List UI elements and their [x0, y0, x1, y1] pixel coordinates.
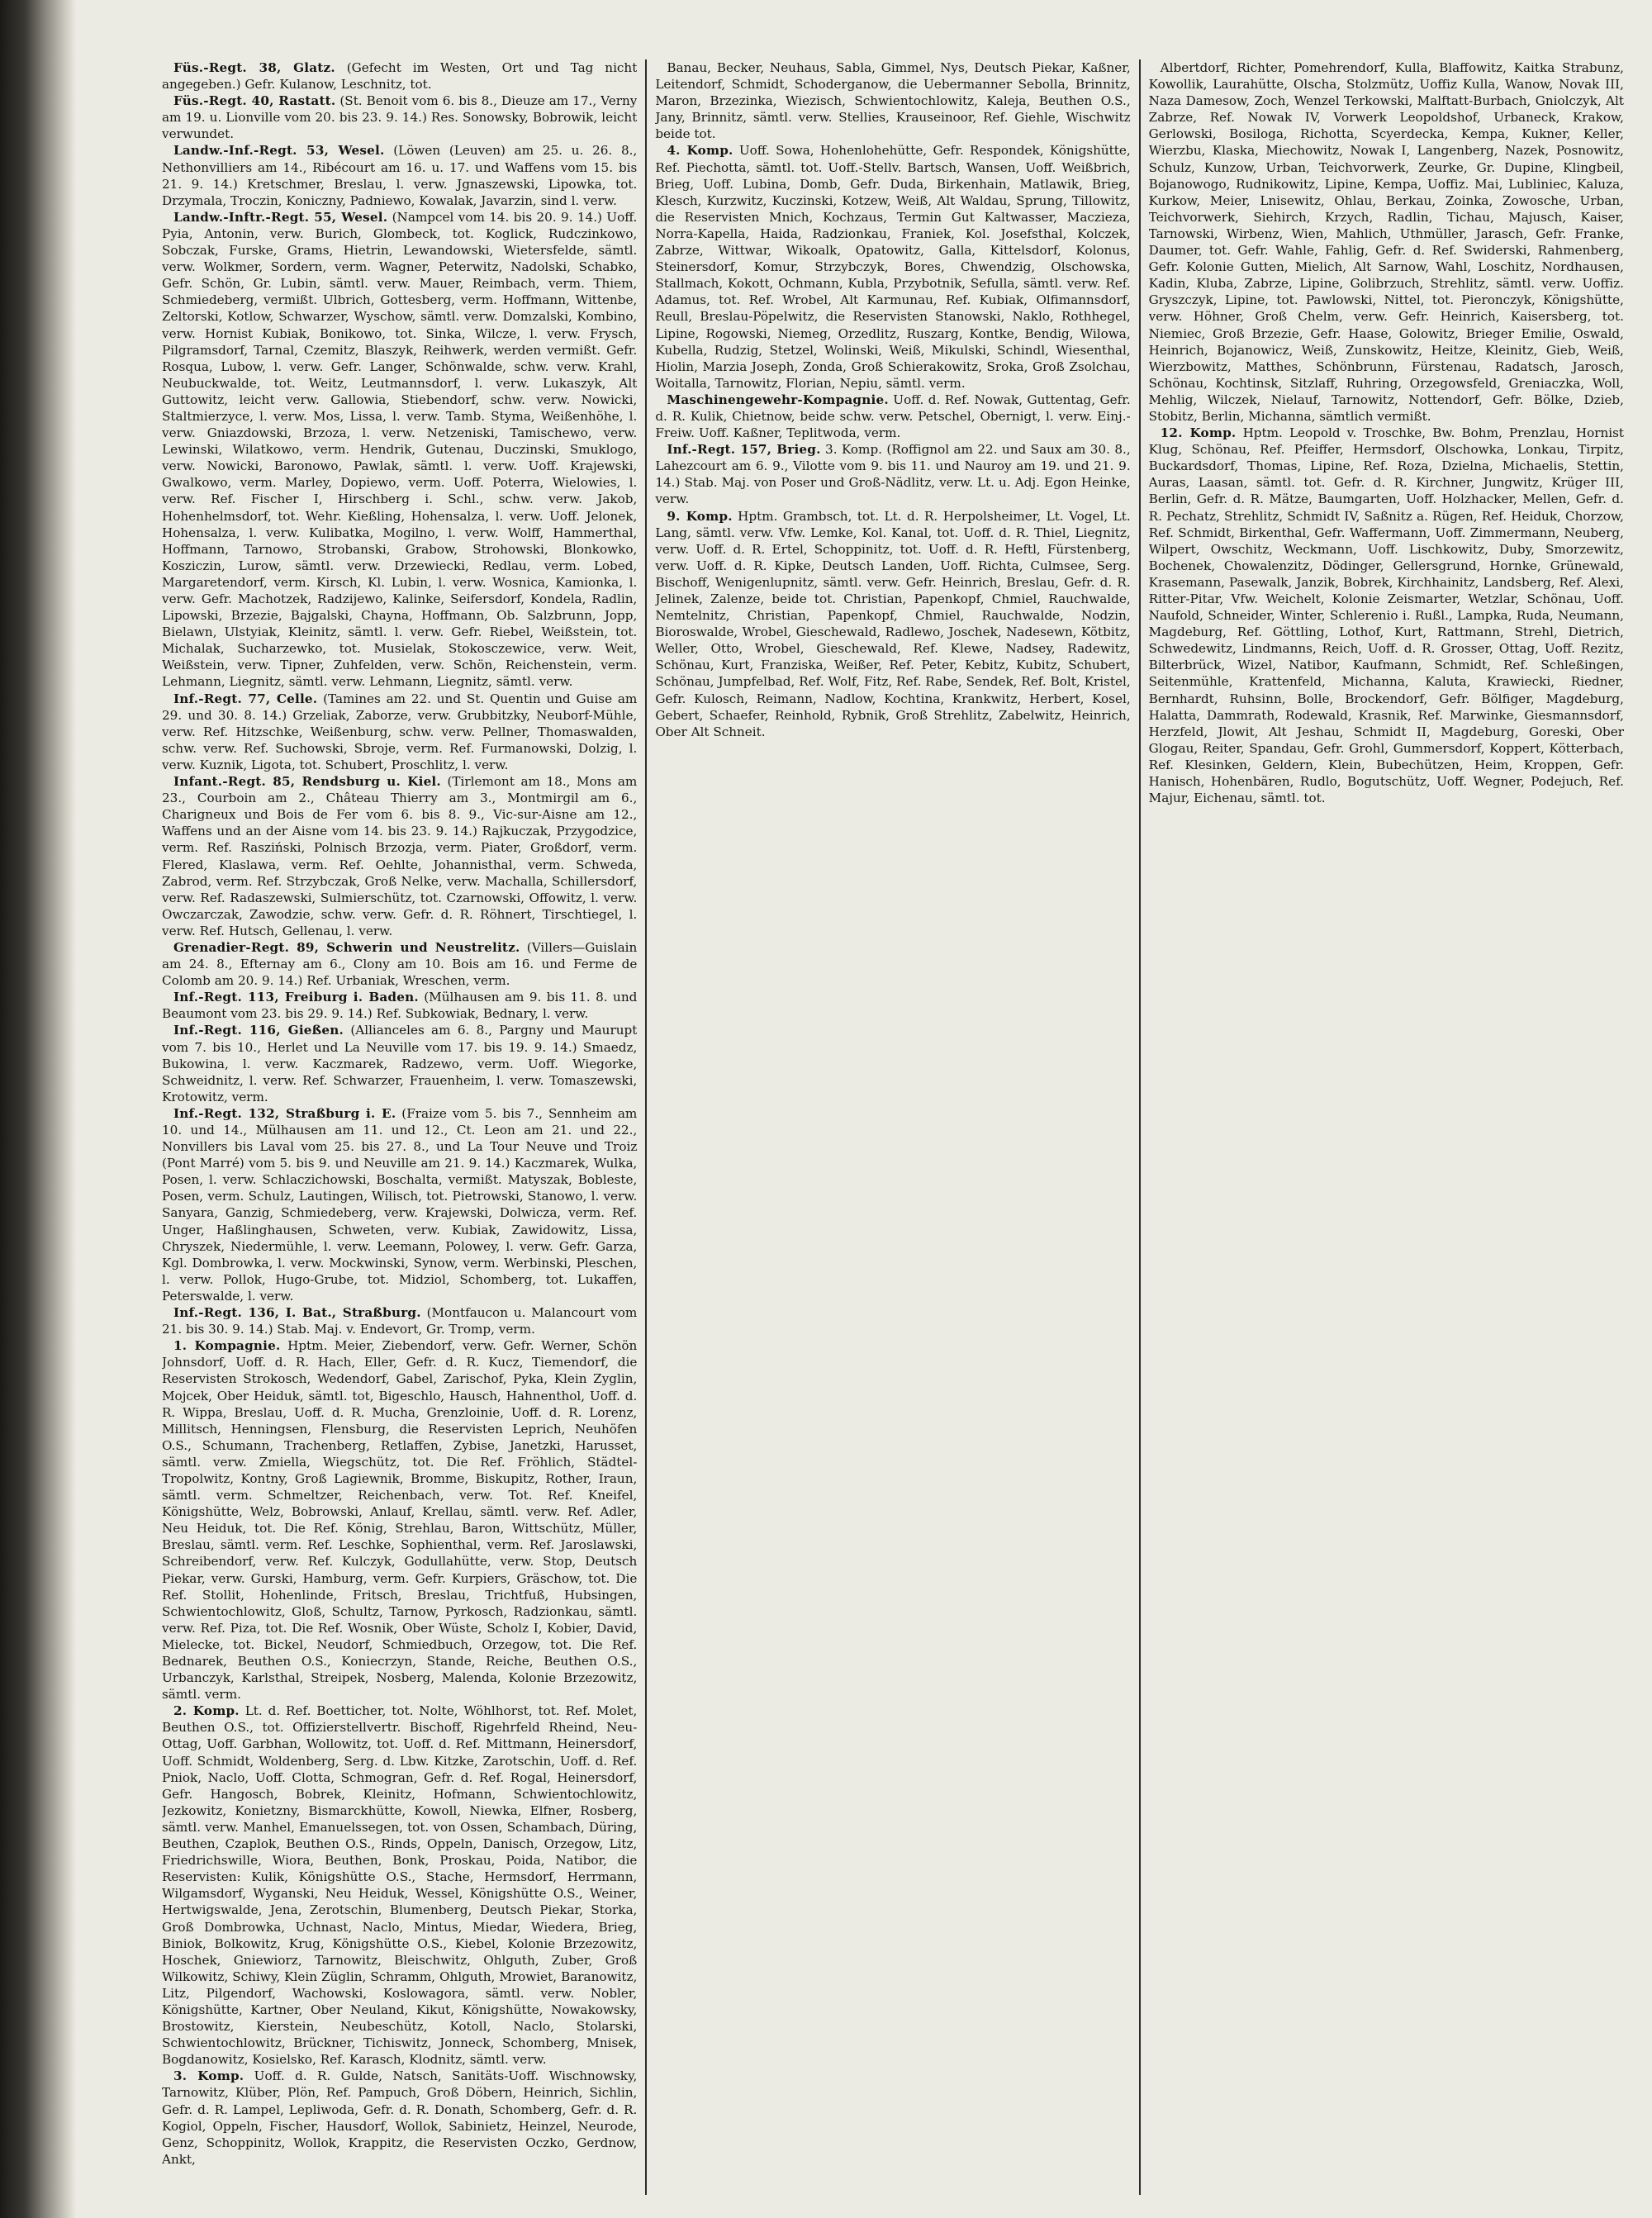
casualty-names-text: (Allianceles am 6. 8., Pargny und Maurupt vom 7. bis 10., Herlet und La Neuville vom 17. bis 19. 9. 14.) Smaedz, Bukowina, l. verw. Kaczmarek, Radzewo, verm. Uoff. Wiegorke, Schweidnitz, l. verw. Ref. Schwarzer, Frauenheim, l. verw. Tomaszewski, Krotowitz, verm. — [162, 1023, 638, 1104]
casualty-names-text: Albertdorf, Richter, Pomehrendorf, Kulla, Blaffowitz, Kaitka Strabunz, Kowollik, Laurahütte, Olscha, Stolzmütz, Uoffiz Kulla, Wanow, Novak III, Naza Damesow, Zoch, Wenzel Terkowski, Malftatt-Burbach, Gniolczyk, Alt Zabrze, Ref. Nowak IV, Vorwerk Leopoldshof, Urbaneck, Krakow, Gerlowski, Bosiloga, Richotta, Scyerdecka, Kempa, Kukner, Keller, Wierzbu, Klaska, Miechowitz, Nowak I, Langenberg, Nazek, Posnowitz, Schulz, Kunzow, Urban, Teichvorwerk, Zeurke, Gr. Dupine, Klingbeil, Bojanowogo, Rudnikowitz, Lipine, Kempa, Uoffiz. Mai, Lubliniec, Kaluza, Kurkow, Meier, Lnisewitz, Ohlau, Berkau, Zoinka, Zowosche, Urban, Teichvorwerk, Siehirch, Krzych, Radlin, Tichau, Majusch, Kaiser, Tarnowski, Wirbenz, Wien, Mahlich, Uthmüller, Jarasch, Gefr. Franke, Daumer, tot. Gefr. Wahle, Fahlig, Gefr. d. Ref. Swiderski, Rahmenberg, Gefr. Kolonie Gutten, Mielich, Alt Sarnow, Wahl, Loschitz, Nordhausen, Kadin, Kluba, Zabrze, Lipine, Golibrzuch, Strehlitz, sämtl. verw. Uoffiz. Gryszczyk, Lipine, tot. Pawlowski, Nittel, tot. Pieronczyk, Königshütte, verw. Höhner, Groß Chelm, verw. Gefr. Heinrich, Kaisersberg, tot. Niemiec, Groß Brzezie, Gefr. Haase, Golowitz, Brieger Emilie, Oswald, Heinrich, Bojanowicz, Weiß, Zunskowitz, Heitze, Kleinitz, Gieb, Weiß, Wierzbowitz, Matthes, Schönbrunn, Fürstenau, Radatsch, Jarosch, Schönau, Kochtinsk, Sitzlaff, Ruhring, Orzegowsfeld, Greniaczka, Woll, Mehlig, Wilczek, Nielauf, Tarnowitz, Nottendorf, Gefr. Bölke, Dzieb, Stobitz, Berlin, Michanna, sämtlich vermißt. — [1148, 60, 1624, 424]
casualty-list-entry — [162, 1337, 637, 1703]
casualty-names-text: (Mülhausen am 9. bis 11. 8. und Beaumont vom 23. bis 29. 9. 14.) Ref. Subkowiak, Bednary, l. verw. — [162, 990, 638, 1022]
casualty-list-entry — [162, 1703, 637, 2068]
regiment-heading: Grenadier-Regt. 89, Schwerin und Neustrelitz. — [173, 939, 520, 955]
regiment-heading: Inf.-Regt. 157, Brieg. — [667, 442, 821, 458]
casualty-names-text: 3. Komp. (Roffignol am 22. und Saux am 30. 8., Lahezcourt am 6. 9., Vilotte vom 9. bis 11. und Nauroy am 19. und 21. 9. 14.) Stab. Maj. von Poser und Groß-Nädlitz, verw. Lt. u. Adj. Egon Heinke, verw. — [655, 442, 1131, 507]
casualty-names-text: Lt. d. Ref. Boetticher, tot. Nolte, Wöhlhorst, tot. Ref. Molet, Beuthen O.S., tot. Offizierstellvertr. Bischoff, Rigehrfeld Rheind, Neu-Ottag, Uoff. Garbhan, Wollowitz, tot. Uoff. d. Ref. Mittmann, Heinersdorf, Uoff. Schmidt, Woldenberg, Serg. d. Lbw. Kitzke, Zarotschin, Uoff. d. Ref. Pniok, Naclo, Uoff. Clotta, Schmogran, Gefr. d. Ref. Rogal, Heinersdorf, Gefr. Hangosch, Bobrek, Kleinitz, Hofmann, Schwientochlowitz, Jezkowitz, Konietzny, Bismarckhütte, Kowoll, Niewka, Elfner, Rosberg, sämtl. verw. Manhel, Emanuelssegen, tot. von Ossen, Schambach, Düring, Beuthen, Czaplok, Beuthen O.S., Rinds, Oppeln, Danisch, Orzegow, Litz, Friedrichswille, Wiora, Beuthen, Bonk, Proskau, Poida, Natibor, die Reservisten: Kulik, Königshütte O.S., Stache, Hermsdorf, Herrmann, Wilgamsdorf, Wyganski, Neu Heiduk, Wessel, Königshütte O.S., Weiner, Hertwigswalde, Jena, Zerotschin, Blumenberg, Deutsch Piekar, Storka, Groß Dombrowka, Uchnast, Naclo, Mintus, Miedar, Wiedera, Brieg, Biniok, Bolkowitz, Krug, Königshütte O.S., Kiebel, Kolonie Brzezowitz, Hoschek, Gniewiorz, Tarnowitz, Bleischwitz, Ohlguth, Zuber, Groß Wilkowitz, Schiwy, Klein Züglin, Schramm, Ohlguth, Mrowiet, Baranowitz, Litz, Pilgendorf, Wachowski, Koslowagora, sämtl. verw. Nobler, Königshütte, Kartner, Ober Neuland, Kikut, Königshütte, Nowakowsky, Brostowitz, Kierstein, Neubeschütz, Kotoll, Naclo, Stolarski, Schwientochlowitz, Brückner, Tichiswitz, Jonneck, Schomberg, Mnisek, Bogdanowitz, Kosielsko, Ref. Karasch, Klodnitz, sämtl. verw. — [162, 1703, 638, 2068]
casualty-list-entry — [162, 1105, 637, 1304]
casualty-list-entry — [655, 142, 1130, 391]
regiment-heading: 1. Kompagnie. — [173, 1338, 281, 1354]
scan-binding-edge — [0, 0, 76, 2218]
casualty-names-text: Hptm. Meier, Ziebendorf, verw. Gefr. Werner, Schön Johnsdorf, Uoff. d. R. Hach, Eller, Gefr. d. R. Kucz, Tiemendorf, die Reservisten Strokosch, Wedendorf, Gabel, Zarischof, Pyka, Klein Zyglin, Mojcek, Ober Heiduk, sämtl. tot, Bigeschlo, Hausch, Hahnenthol, Uoff. d. R. Wippa, Breslau, Uoff. d. R. Mucha, Grenzloinie, Uoff. d. R. Lorenz, Millitsch, Henningsen, Flensburg, die Reservisten Leprich, Neuhöfen O.S., Schumann, Trachenberg, Retlaffen, Zybise, Janetzki, Harusset, sämtl. verw. Zmiella, Wiegschütz, tot. Die Ref. Fröhlich, Städtel-Tropolwitz, Kontny, Groß Lagiewnik, Bromme, Biskupitz, Rother, Iraun, sämtl. verm. Schmeltzer, Reichenbach, verw. Tot. Ref. Kneifel, Königshütte, Welz, Bobrowski, Anlauf, Krellau, sämtl. verw. Ref. Adler, Neu Heiduk, tot. Die Ref. König, Strehlau, Baron, Wittschütz, Müller, Breslau, sämtl. verm. Ref. Leschke, Sophienthal, verm. Ref. Jaroslawski, Schreibendorf, verw. Ref. Kulczyk, Godullahütte, verw. Stop, Deutsch Piekar, verw. Gurski, Hamburg, verm. Gefr. Kurpiers, Gräschow, tot. Die Ref. Stollit, Hohenlinde, Fritsch, Breslau, Trichtfuß, Hubsingen, Schwientochlowitz, Gloß, Schultz, Tarnow, Pyrkosch, Radzionkau, sämtl. verw. Ref. Piza, tot. Die Ref. Wosnik, Ober Wüste, Scholz I, Kobier, David, Mielecke, tot. Bickel, Neudorf, Schmiedbuch, Orzegow, tot. Die Ref. Bednarek, Beuthen O.S., Koniecrzyn, Stande, Reiche, Beuthen O.S., Urbanczyk, Karlsthal, Streipek, Nosberg, Malenda, Kolonie Brzezowitz, sämtl. verm. — [162, 1338, 638, 1703]
regiment-heading: 3. Komp. — [173, 2068, 244, 2084]
casualty-names-text: Uoff. Sowa, Hohenlohehütte, Gefr. Respondek, Königshütte, Ref. Piechotta, sämtl. tot. Uoff.-Stellv. Bartsch, Wansen, Uoff. Weißbrich, Brieg, Uoff. Lubina, Domb, Gefr. Duda, Birkenhain, Matlawik, Brieg, Klesch, Kurzwitz, Kuczinski, Kotzew, Weiß, Alt Waldau, Sprung, Tillowitz, die Reservisten Mnich, Kochzaus, Termin Gut Kaltwasser, Maczieza, Norra-Kapella, Haida, Radzionkau, Franiek, Kol. Josefsthal, Kolczek, Zabrze, Wittwar, Wikoalk, Opatowitz, Galla, Kittelsdorf, Kolonus, Steinersdorf, Komur, Strzybczyk, Bores, Chwendzig, Olschowska, Stallmach, Kokott, Ochmann, Kubla, Przybotnik, Sefulla, sämtl. verw. Ref. Adamus, tot. Ref. Wrobel, Alt Karmunau, Ref. Kubiak, Olfimannsdorf, Reull, Breslau-Pöpelwitz, die Reservisten Stanowski, Naklo, Rothhegel, Lipine, Rogowski, Niemeg, Orzedlitz, Ruszarg, Kontke, Bendig, Wilowa, Kubella, Rudzig, Stetzel, Wolinski, Weiß, Mikulski, Schindl, Wiesenthal, Hiolin, Marzia Joseph, Zonda, Groß Schierakowitz, Sroka, Groß Zsolchau, Woitalla, Tarnowitz, Florian, Nepiu, sämtl. verm. — [655, 143, 1131, 391]
casualty-names-text: (Fraize vom 5. bis 7., Sennheim am 10. und 14., Mülhausen am 11. und 12., Ct. Leon am 21. und 22., Nonvillers bis Laval vom 25. bis 27. 8., und La Tour Neuve und Troiz (Pont Marré) vom 5. bis 9. und Neuville am 21. 9. 14.) Kaczmarek, Wulka, Posen, l. verw. Schlaczichowski, Boschalta, vermißt. Matyszak, Bobleste, Posen, verm. Schulz, Lautingen, Wilisch, tot. Pietrowski, Stanowo, l. verw. Sanyara, Ganzig, Schmiedeberg, verw. Krajewski, Dolwicza, verm. Ref. Unger, Haßlinghausen, Schweten, verw. Kubiak, Zawidowitz, Lissa, Chryszek, Niedermühle, l. verw. Leemann, Polowey, l. verw. Gefr. Garza, Kgl. Dombrowka, l. verw. Mockwinski, Synow, verm. Werbinski, Pleschen, l. verw. Pollok, Hugo-Grube, tot. Midziol, Schomberg, tot. Lukaffen, Peterswalde, l. verw. — [162, 1105, 638, 1304]
casualty-names-text: (Nampcel vom 14. bis 20. 9. 14.) Uoff. Pyia, Antonin, verw. Burich, Glombeck, tot. Koglick, Rudczinkowo, Sobczak, Furske, Grams, Hietrin, Lewandowski, Wietersfelde, sämtl. verw. Wolkmer, Sordern, verm. Wagner, Peterwitz, Nadolski, Schabko, Gefr. Schön, Gr. Lubin, sämtl. verw. Mauer, Reimbach, verm. Thiem, Schmiedeberg, vermißt. Ulbrich, Gottesberg, verm. Hoffmann, Wittenbe, Zeltorski, Kotlow, Schwarzer, Wyschow, sämtl. verw. Domzalski, Kombino, verw. Hornist Kubiak, Bonikowo, tot. Sinka, Wilcze, l. verw. Frysch, Pilgramsdorf, Tarnal, Czemitz, Blaszyk, Reihwerk, werden vermißt. Gefr. Rosqua, Lubow, l. verw. Gefr. Langer, Schönwalde, schw. verw. Krahl, Neubuckwalde, tot. Weitz, Leutmannsdorf, l. verw. Lukaszyk, Alt Guttowitz, leicht verw. Gallowia, Stiebendorf, schw. verw. Nowicki, Staltmierzyce, l. verw. Mos, Lissa, l. verw. Tamb. Styma, Weißenhöhe, l. verw. Gniazdowski, Brzoza, l. verw. Netzeniski, Tamischewo, verw. Lewinski, Wilatkowo, verm. Hendrik, Gutenau, Duczinski, Smuklogo, verw. Nowicki, Baronowo, Pawlak, sämtl. l. verw. Uoff. Krajewski, Gwalkowo, verm. Marley, Dopiewo, verm. Uoff. Poterra, Wielowies, l. verw. Ref. Fischer I, Hirschberg i. Schl., schw. verw. Jakob, Hohenhelmsdorf, tot. Wehr. Kießling, Hohensalza, l. verw. Uoff. Jelonek, Hohensalza, l. verw. Kulibatka, Mogilno, l. verw. Wolff, Hammerthal, Hoffmann, Tarnowo, Strobanski, Grabow, Strohowski, Blonkowko, Kosziczin, Lurow, sämtl. verw. Drzewiecki, Redlau, verm. Lobed, Margaretendorf, verm. Kirsch, Kl. Lubin, l. verw. Wosnica, Kamionka, l. verw. Gefr. Machotzek, Radzijewo, Kalinke, Seifersdorf, Kondela, Radlin, Lipowski, Brzezie, Bajgalski, Chayna, Hoffmann, Ob. Salzbrunn, Jopp, Bielawn, Ulstyiak, Kleinitz, sämtl. l. verw. Gefr. Riebel, Weißstein, tot. Michalak, Sucharzewko, tot. Musielak, Stokosczewice, verw. Weit, Weißstein, verw. Tipner, Zuhfelden, verw. Schön, Reichenstein, verm. Lehmann, Liegnitz, sämtl. verw. Lehmann, Liegnitz, sämtl. verw. — [162, 209, 638, 690]
casualty-names-text: (Tamines am 22. und St. Quentin und Guise am 29. und 30. 8. 14.) Grzeliak, Zaborze, verw. Grubbitzky, Neuborf-Mühle, verw. Ref. Hitzschke, Weißenburg, schw. verw. Pellner, Thomaswalden, schw. verw. Ref. Suchowski, Sbroje, verm. Ref. Furmanowski, Dolzig, l. verw. Kuznik, Ligota, tot. Schubert, Proschlitz, l. verw. — [162, 691, 638, 772]
casualty-list-entry — [162, 1022, 637, 1104]
column-divider — [645, 59, 647, 2195]
text-columns — [162, 59, 1624, 2195]
regiment-heading: Inf.-Regt. 113, Freiburg i. Baden. — [173, 990, 419, 1005]
casualty-names-text: Hptm. Leopold v. Troschke, Bw. Bohm, Prenzlau, Hornist Klug, Schönau, Ref. Pfeiffer, Hermsdorf, Olschowka, Lonkau, Tirpitz, Buckardsdorf, Thomas, Lipine, Ref. Roza, Dzielna, Michaelis, Stettin, Auras, Laasan, sämtl. tot. Gefr. d. R. Kirchner, Jungwitz, Krüger III, Berlin, Gefr. d. R. Mätze, Baumgarten, Uoff. Holzhacker, Mellen, Gefr. d. R. Pechatz, Strehlitz, Schmidt IV, Saßnitz a. Rügen, Ref. Heiduk, Chorzow, Ref. Schmidt, Birkenthal, Gefr. Waffermann, Uoff. Zimmermann, Neuberg, Wilpert, Owschitz, Weckmann, Uoff. Lischkowitz, Duby, Smorzewitz, Bochenek, Chowalenzitz, Dödinger, Gellersgrund, Hornke, Grünewald, Krasemann, Pasewalk, Janzik, Bobrek, Kirchhainitz, Landsberg, Ref. Alexi, Ritter-Pitar, Vfw. Weichelt, Kolonie Zeismarter, Wetzlar, Schönau, Uoff. Naufold, Schneider, Winter, Schlerenio i. Rußl., Lampka, Ruda, Neumann, Magdeburg, Ref. Göttling, Lothof, Kurt, Rattmann, Strehl, Dietrich, Schwedewitz, Lindmanns, Reich, Uoff. d. R. Grosser, Ottag, Uoff. Rezitz, Bilterbrück, Wizel, Natibor, Kaufmann, Schmidt, Ref. Schleßingen, Seitenmühle, Krattenfeld, Michanna, Kaluta, Krawiecki, Riedner, Bernhardt, Ruhsinn, Bolle, Brockendorf, Gefr. Bölfiger, Magdeburg, Halatta, Dammrath, Rodewald, Krasnik, Ref. Marwinke, Giesmannsdorf, Herzfeld, Jlowit, Alt Jeshau, Schmidt II, Magdeburg, Goreski, Ober Glogau, Reiter, Spandau, Gefr. Grohl, Gummersdorf, Koppert, Kötterbach, Ref. Klesinken, Geldern, Klein, Bubechützen, Heim, Kroppen, Gefr. Hanisch, Hohenbären, Rudlo, Bogutschütz, Uoff. Wegner, Podejuch, Ref. Majur, Eichenau, sämtl. tot. — [1148, 425, 1624, 806]
regiment-heading: 2. Komp. — [173, 1703, 240, 1719]
regiment-heading: Maschinengewehr-Kompagnie. — [667, 392, 889, 407]
regiment-heading: 4. Komp. — [667, 143, 733, 159]
regiment-heading: Inf.-Regt. 136, I. Bat., Straßburg. — [173, 1305, 421, 1321]
casualty-list-entry — [1149, 425, 1624, 806]
casualty-list-entry — [162, 209, 637, 691]
regiment-heading: Landw.-Inf.-Regt. 53, Wesel. — [173, 143, 385, 159]
regiment-heading: 12. Komp. — [1160, 425, 1237, 441]
casualty-names-text: (Montfaucon u. Malancourt vom 21. bis 30. 9. 14.) Stab. Maj. v. Endevort, Gr. Tromp, verm. — [162, 1305, 638, 1337]
regiment-heading: Füs.-Regt. 38, Glatz. — [173, 60, 335, 75]
casualty-list-entry — [655, 441, 1130, 507]
regiment-heading: Füs.-Regt. 40, Rastatt. — [173, 93, 336, 109]
casualty-list-entry — [162, 59, 637, 93]
casualty-names-text: (St. Benoit vom 6. bis 8., Dieuze am 17., Verny am 19. u. Lionville vom 20. bis 23. 9. 14.) Res. Sonowsky, Bobrowik, leicht verwundet. — [162, 93, 638, 142]
casualty-list-entry — [1149, 59, 1624, 425]
casualty-list-entry — [162, 142, 637, 208]
casualty-list-entry — [162, 2068, 637, 2168]
casualty-names-text: Hptm. Grambsch, tot. Lt. d. R. Herpolsheimer, Lt. Vogel, Lt. Lang, sämtl. verw. Vfw. Lemke, Kol. Kanal, tot. Uoff. d. R. Thiel, Liegnitz, verw. Uoff. d. R. Ertel, Schoppinitz, tot. Uoff. d. R. Heftl, Fürstenberg, verw. Uoff. d. R. Kipke, Deutsch Landen, Uoff. Richta, Culmsee, Serg. Bischoff, Wenigenlupnitz, sämtl. verw. Gefr. Heinrich, Breslau, Gefr. d. R. Jelinek, Zalenze, beide tot. Christian, Papenkopf, Chmiel, Rauchwalde, Nemtelnitz, Christian, Papenkopf, Chmiel, Rauchwalde, Nodzin, Bioroswalde, Wrobel, Gieschewald, Radlewo, Joschek, Nadesewn, Kötbitz, Weller, Otto, Wrobel, Gieschewald, Ref. Klewe, Nadsey, Radewitz, Schönau, Kurt, Franziska, Weißer, Ref. Peter, Kebitz, Kubitz, Schubert, Schönau, Jumpfelbad, Ref. Wolf, Fitz, Ref. Rabe, Sendek, Ref. Bolt, Kristel, Gefr. Kulosch, Reimann, Nadlow, Kochtina, Krankwitz, Herbert, Kosel, Gebert, Schaefer, Reinhold, Rybnik, Groß Strehlitz, Zabelwitz, Heinrich, Ober Alt Schneit. — [655, 508, 1131, 739]
casualty-list-entry — [162, 773, 637, 939]
casualty-list-entry — [162, 1304, 637, 1337]
column-divider — [1139, 59, 1141, 2195]
casualty-names-text: (Villers—Guislain am 24. 8., Efternay am 6., Clony am 10. Bois am 16. und Ferme de Colomb am 20. 9. 14.) Ref. Urbaniak, Wreschen, verm. — [162, 939, 638, 989]
casualty-names-text: (Löwen (Leuven) am 25. u. 26. 8., Nethonvilliers am 14., Ribécourt am 16. u. 17. und Waffens vom 15. bis 21. 9. 14.) Kretschmer, Breslau, l. verw. Jgnaszewski, Lipowka, tot. Drzymala, Troczin, Koniczny, Padniewo, Kowalak, Javarzin, sind l. verw. — [162, 143, 638, 208]
casualty-names-text: (Tirlemont am 18., Mons am 23., Courboin am 2., Château Thierry am 3., Montmirgil am 6., Charigneux und Bois de Fer vom 6. bis 8. 9., Vic-sur-Aisne am 12., Waffens und an der Aisne vom 14. bis 23. 9. 14.) Rajkuczak, Przygodzice, verm. Ref. Rasziński, Polnisch Brzozja, verm. Piater, Großdorf, verm. Flered, Klaslawa, verm. Ref. Oehlte, Johannisthal, verm. Schweda, Zabrod, verm. Ref. Strzybczak, Groß Nelke, verw. Machalla, Schillersdorf, verw. Ref. Radaszewski, Sulmierschütz, tot. Czarnowski, Offowitz, l. verw. Owczarczak, Zawodzie, schw. verw. Gefr. d. R. Röhnert, Tirschtiegel, l. verw. Ref. Hutsch, Gellenau, l. verw. — [162, 774, 638, 938]
casualty-names-text: Uoff. d. R. Gulde, Natsch, Sanitäts-Uoff. Wischnowsky, Tarnowitz, Klüber, Plön, Ref. Pampuch, Groß Döbern, Heinrich, Sichlin, Gefr. d. R. Lampel, Lepliwoda, Gefr. d. R. Donath, Schomberg, Gefr. d. R. Kogiol, Oppeln, Fischer, Hausdorf, Wollok, Sabinietz, Heinzel, Neurode, Genz, Schoppinitz, Wollok, Krappitz, die Reservisten Oczko, Gerdnow, Ankt, — [162, 2068, 638, 2167]
regiment-heading: Inf.-Regt. 116, Gießen. — [173, 1023, 344, 1038]
casualty-list-entry — [655, 508, 1130, 740]
casualty-names-text: Banau, Becker, Neuhaus, Sabla, Gimmel, Nys, Deutsch Piekar, Kaßner, Leitendorf, Schmidt, Schoderganow, die Uebermanner Sebolla, Brinnitz, Maron, Brzezinka, Wiezisch, Schwientochlowitz, Kaleja, Beuthen O.S., Jany, Brinnitz, sämtl. verw. Stellies, Krauseinoor, Ref. Giehle, Wischwitz beide tot. — [655, 60, 1131, 142]
casualty-list-entry — [162, 989, 637, 1022]
regiment-heading: Landw.-Inftr.-Regt. 55, Wesel. — [173, 209, 388, 225]
casualty-list-entry — [162, 691, 637, 773]
regiment-heading: Inf.-Regt. 77, Celle. — [173, 691, 318, 706]
column-1 — [162, 59, 637, 2195]
casualty-list-entry — [655, 392, 1130, 441]
casualty-list-entry — [655, 59, 1130, 142]
casualty-list-entry — [162, 939, 637, 989]
column-2 — [655, 59, 1130, 2195]
casualty-names-text: (Gefecht im Westen, Ort und Tag nicht angegeben.) Gefr. Kulanow, Leschnitz, tot. — [162, 60, 638, 93]
column-3 — [1149, 59, 1624, 2195]
casualty-list-entry — [162, 93, 637, 142]
regiment-heading: Infant.-Regt. 85, Rendsburg u. Kiel. — [173, 774, 441, 790]
regiment-heading: Inf.-Regt. 132, Straßburg i. E. — [173, 1105, 396, 1121]
regiment-heading: 9. Komp. — [667, 508, 733, 524]
casualty-names-text: Uoff. d. Ref. Nowak, Guttentag, Gefr. d. R. Kulik, Chietnow, beide schw. verw. Petschel, Obernigt, l. verw. Einj.-Freiw. Uoff. Kaßner, Teplitwoda, verm. — [655, 392, 1131, 441]
